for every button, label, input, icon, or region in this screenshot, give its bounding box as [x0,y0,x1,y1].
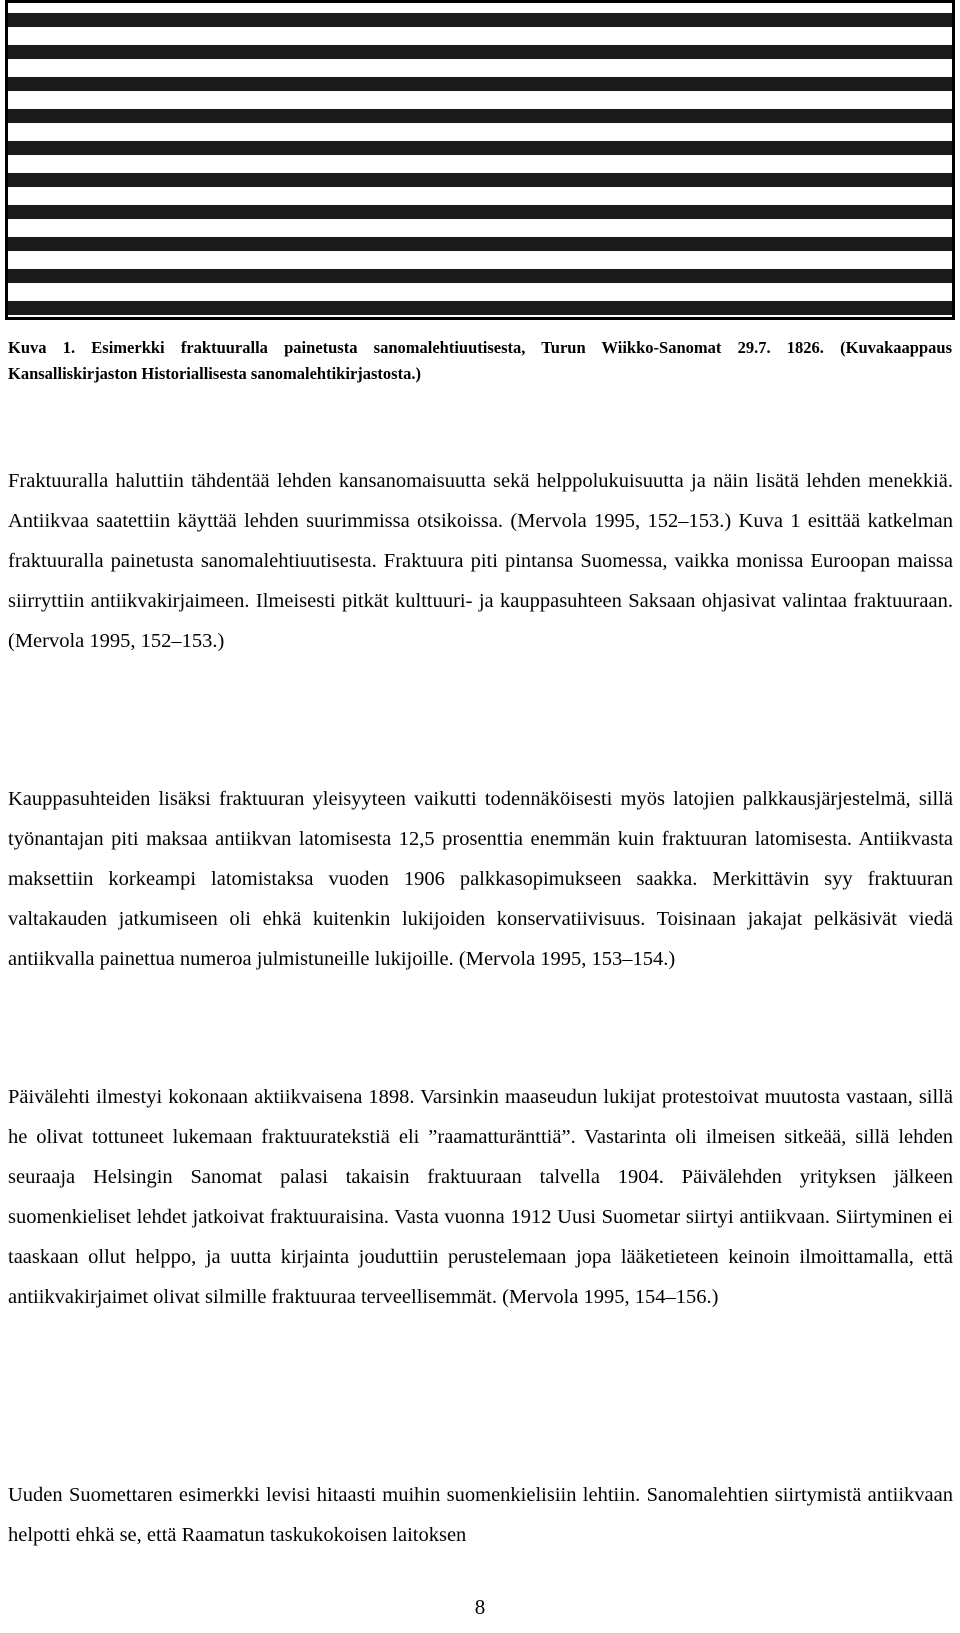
body-paragraph-4: Uuden Suomettaren esimerkki levisi hitaasti muihin suomenkielisiin lehtiin. Sanomalehtien siirtymistä antiikvaan helpotti ehkä se, että Raamatun taskukokoisen laitoksen [8,1484,953,1546]
body-paragraph-1: Fraktuuralla haluttiin tähdentää lehden kansanomaisuutta sekä helppolukuisuutta ja näin lisätä lehden menekkiä. Antiikvaa saatettiin käyttää lehden suurimmissa otsikoissa. (Mervola 1995, 152–153.) Kuva 1 esittää katkelman fraktuuralla painetusta sanomalehtiuutisesta. Fraktuura piti pintansa Suomessa, vaikka monissa Euroopan maissa siirryttiin antiikvakirjaimeen. Ilmeisesti pitkät kulttuuri- ja kauppasuhteen Saksaan ohjasivat valintaa fraktuuraan. (Mervola 1995, 152–153.) [8,470,953,652]
figure-caption: Kuva 1. Esimerkki fraktuuralla painetusta sanomalehtiuutisesta, Turun Wiikko-Sanomat 29.7. 1826. (Kuvakaappaus Kansalliskirjaston Historiallisesta sanomalehtikirjastosta.) [8,338,952,383]
body-paragraph-3: Päivälehti ilmestyi kokonaan aktiikvaisena 1898. Varsinkin maaseudun lukijat protestoivat muutosta vastaan, sillä he olivat tottuneet lukemaan fraktuuratekstiä eli ”raamatturänttiä”. Vastarinta oli ilmeisen sitkeää, sillä lehden seuraaja Helsingin Sanomat palasi takaisin fraktuuraan talvella 1904. Päivälehden yrityksen jälkeen suomenkieliset lehdet jatkoivat fraktuuraisina. Vasta vuonna 1912 Uusi Suometar siirtyi antiikvaan. Siirtyminen ei taaskaan ollut helppo, ja uutta kirjainta jouduttiin perustelemaan jopa lääketieteen keinoin ilmoittamalla, että antiikvakirjaimet olivat silmille fraktuuraa terveellisemmät. (Mervola 1995, 154–156.) [8,1086,953,1308]
body-paragraph-2: Kauppasuhteiden lisäksi fraktuuran yleisyyteen vaikutti todennäköisesti myös latojien palkkausjärjestelmä, sillä työnantajan piti maksaa antiikvan latomisesta 12,5 prosenttia enemmän kuin fraktuuran latomisesta. Antiikvasta maksettiin korkeampi latomistaksa vuoden 1906 palkkasopimukseen saakka. Merkittävin syy fraktuuran valtakauden jatkumiseen oli ehkä kuitenkin lukijoiden konservatiivisuus. Toisinaan jakajat pelkäsivät viedä antiikvalla painettua numeroa julmistuneille lukijoille. (Mervola 1995, 153–154.) [8,788,953,970]
fraktur-newspaper-clipping [5,0,955,320]
page-number: 8 [474,1595,486,1619]
